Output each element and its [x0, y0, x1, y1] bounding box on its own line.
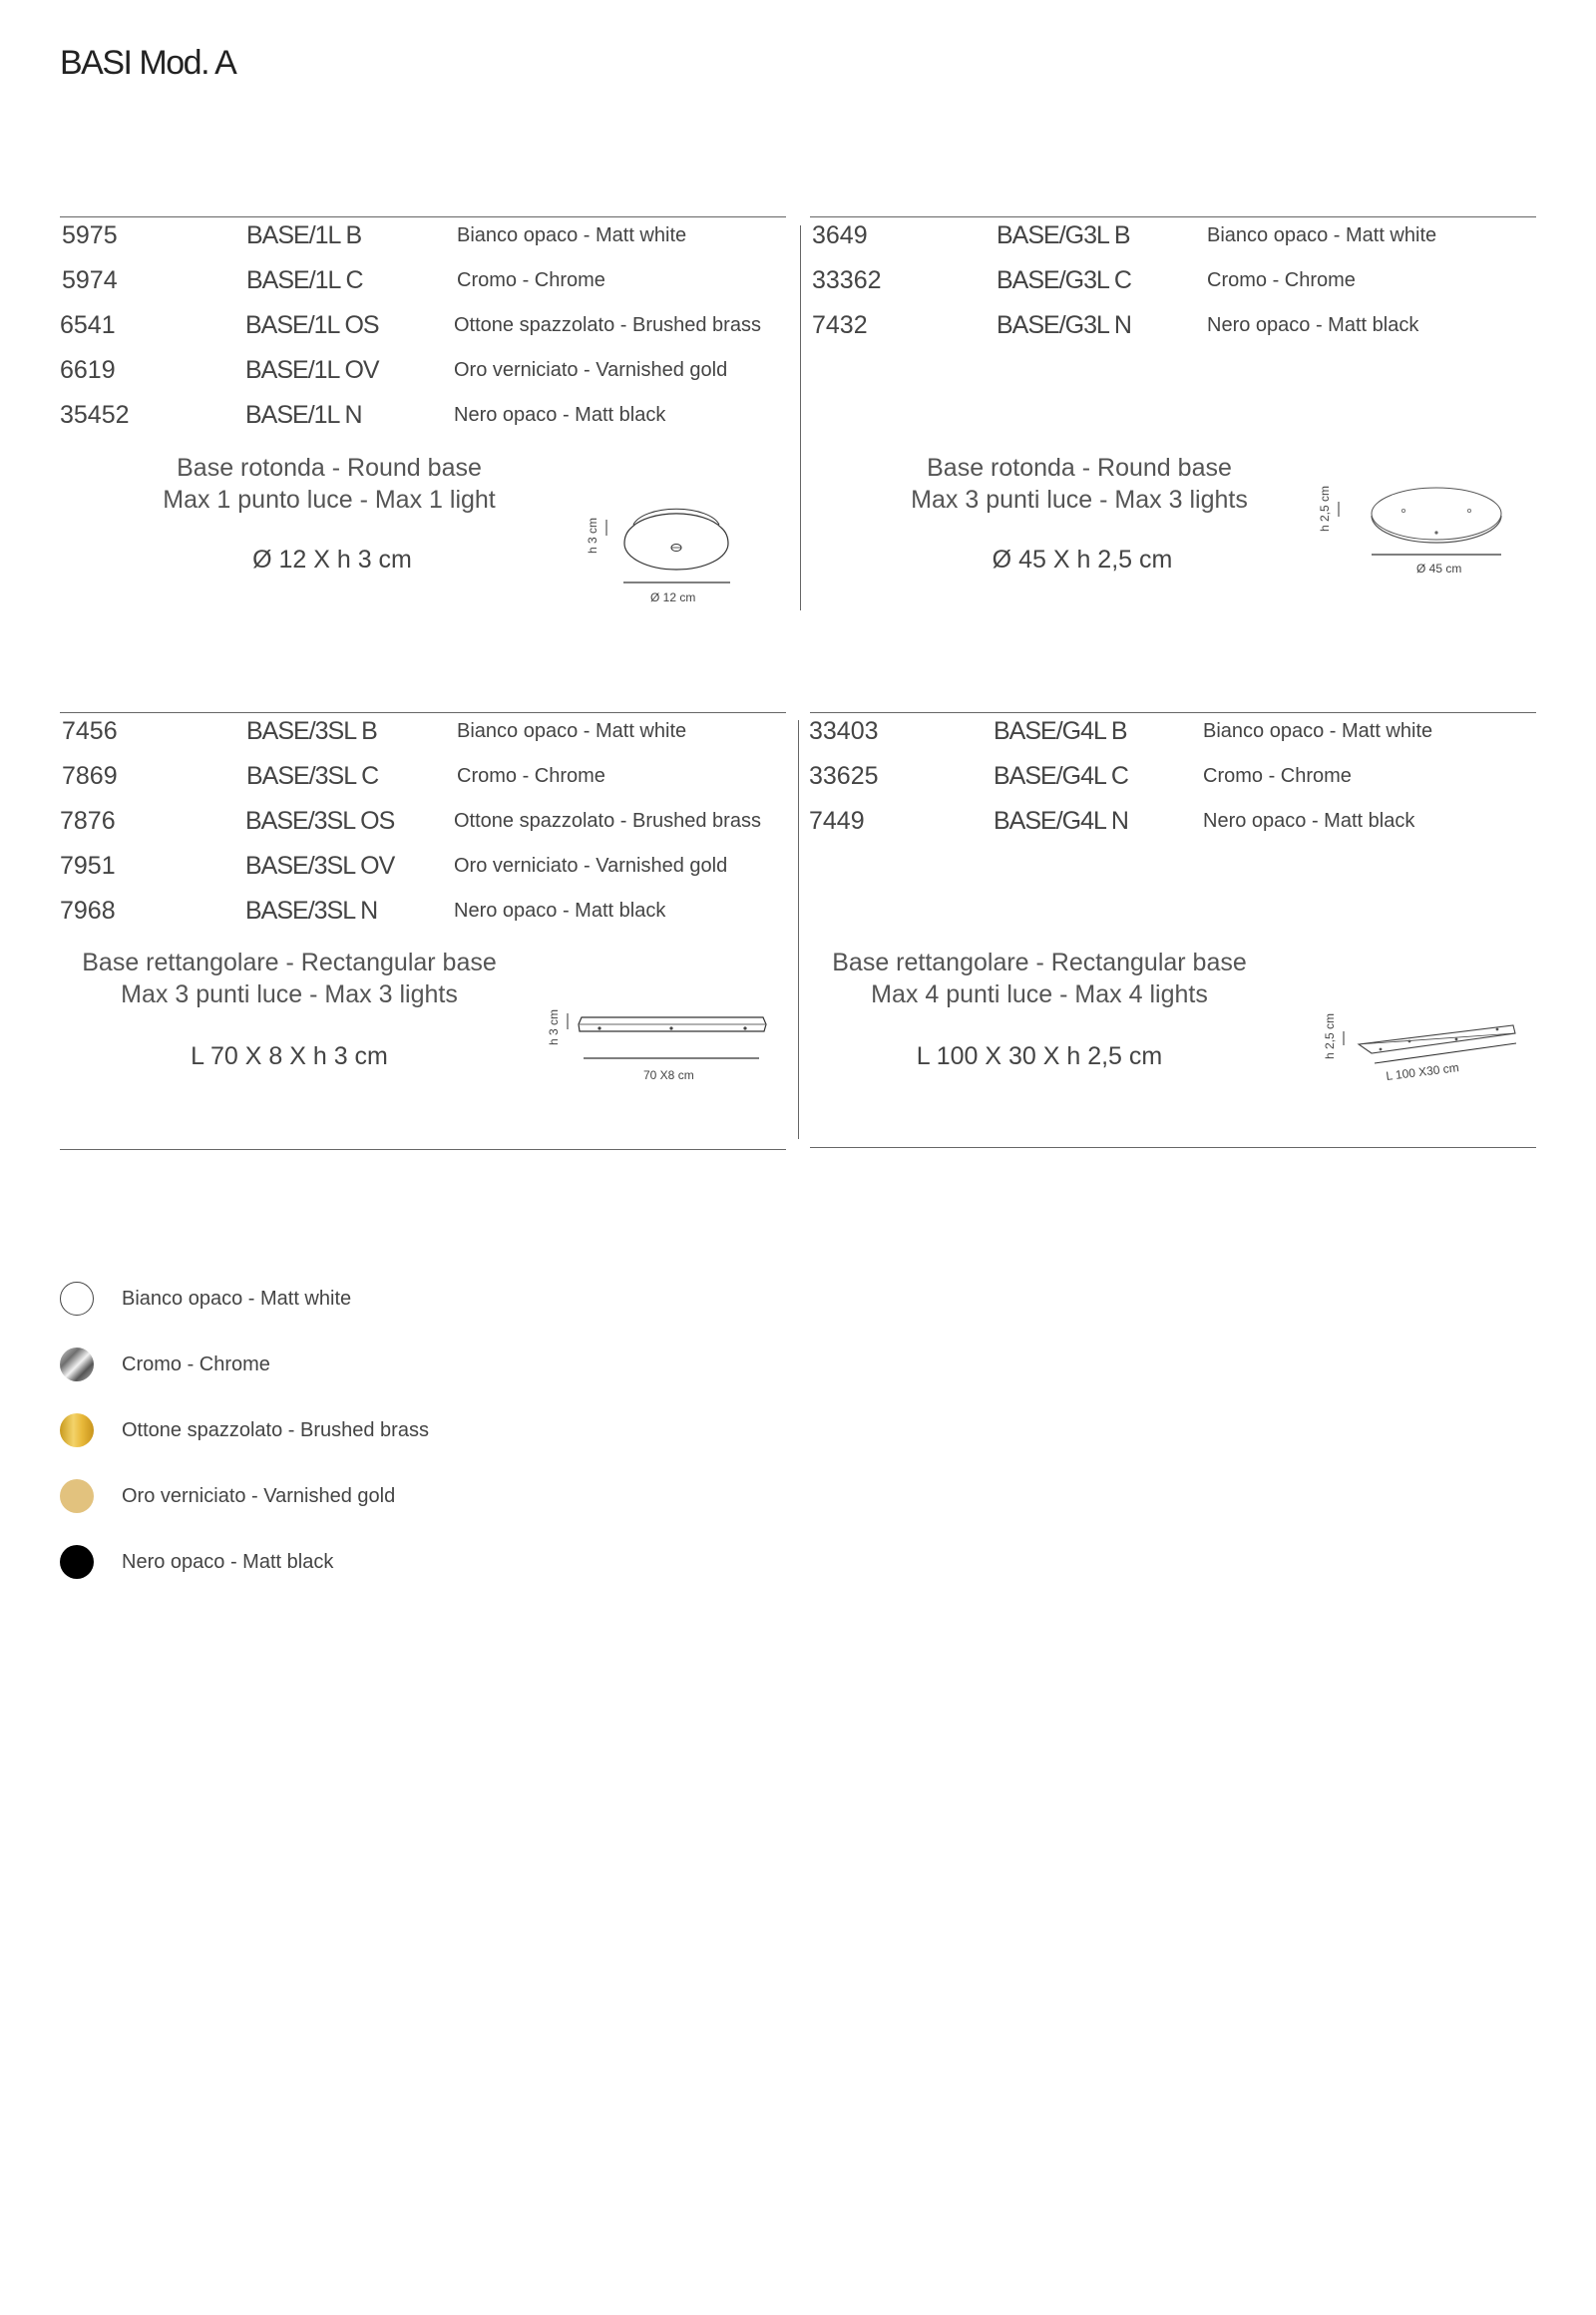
matt-black-swatch	[60, 1545, 94, 1579]
table-row	[60, 401, 786, 445]
product-dimensions: Ø 45 X h 2,5 cm	[992, 546, 1173, 574]
table-row	[60, 266, 786, 310]
product-finish: Bianco opaco - Matt white	[457, 720, 687, 742]
legend-item-chrome	[60, 1346, 559, 1385]
description-line: Base rotonda - Round base	[177, 454, 482, 482]
table-row	[60, 762, 786, 806]
product-model: BASE/G4L C	[994, 762, 1128, 790]
legend-label: Cromo - Chrome	[122, 1353, 270, 1375]
product-model: BASE/1L B	[246, 221, 362, 249]
product-dimensions: Ø 12 X h 3 cm	[252, 546, 412, 574]
product-block-rect-g4l	[810, 712, 1536, 1151]
description-line: Max 1 punto luce - Max 1 light	[163, 486, 496, 514]
product-finish: Cromo - Chrome	[457, 765, 605, 787]
product-finish: Ottone spazzolato - Brushed brass	[454, 314, 761, 336]
chrome-swatch	[60, 1348, 94, 1381]
table-row	[810, 221, 1536, 265]
product-code: 6619	[60, 356, 116, 384]
product-model: BASE/1L OS	[245, 311, 379, 339]
table-row	[810, 266, 1536, 310]
description-line: Base rettangolare - Rectangular base	[82, 949, 497, 976]
product-model: BASE/G4L B	[994, 717, 1127, 745]
product-model: BASE/3SL OV	[245, 852, 395, 880]
product-code: 7951	[60, 852, 116, 880]
product-block-round-1l	[60, 216, 786, 605]
product-code: 33403	[809, 717, 879, 745]
table-row	[810, 717, 1536, 761]
product-model: BASE/G3L C	[997, 266, 1131, 294]
block-bottom-rule	[60, 1149, 786, 1150]
table-row	[60, 852, 786, 896]
product-code: 33362	[812, 266, 882, 294]
product-description	[115, 452, 544, 516]
product-code: 5975	[62, 221, 118, 249]
product-description	[60, 947, 519, 1010]
product-finish: Ottone spazzolato - Brushed brass	[454, 810, 761, 832]
product-dimensions: L 70 X 8 X h 3 cm	[191, 1042, 388, 1070]
column-divider	[800, 225, 801, 610]
product-model: BASE/G4L N	[994, 807, 1128, 835]
block-bottom-rule	[810, 1147, 1536, 1148]
product-code: 7968	[60, 897, 116, 925]
drawing-height-label: h 2,5 cm	[1318, 485, 1332, 532]
matt-white-swatch	[60, 1282, 94, 1316]
product-code: 7876	[60, 807, 116, 835]
brushed-brass-swatch	[60, 1413, 94, 1447]
legend-item-varnished-gold	[60, 1477, 559, 1517]
block-top-rule	[810, 712, 1536, 713]
table-row	[810, 762, 1536, 806]
round-base-drawing	[584, 478, 773, 607]
product-code: 7449	[809, 807, 865, 835]
legend-item-matt-white	[60, 1280, 559, 1320]
product-model: BASE/1L OV	[245, 356, 379, 384]
product-model: BASE/G3L B	[997, 221, 1130, 249]
block-top-rule	[60, 712, 786, 713]
product-finish: Bianco opaco - Matt white	[1207, 224, 1437, 246]
product-code: 7432	[812, 311, 868, 339]
product-code: 5974	[62, 266, 118, 294]
drawing-height-label: h 3 cm	[586, 517, 599, 554]
table-row	[60, 356, 786, 400]
description-line: Base rotonda - Round base	[927, 454, 1232, 482]
legend-item-brushed-brass	[60, 1411, 559, 1451]
table-row	[810, 807, 1536, 851]
product-finish: Bianco opaco - Matt white	[1203, 720, 1433, 742]
legend-label: Nero opaco - Matt black	[122, 1551, 334, 1573]
table-row	[60, 311, 786, 355]
product-finish: Cromo - Chrome	[457, 269, 605, 291]
product-finish: Nero opaco - Matt black	[454, 900, 666, 922]
block-top-rule	[60, 216, 786, 217]
product-finish: Cromo - Chrome	[1203, 765, 1352, 787]
drawing-width-label: 70 X8 cm	[643, 1068, 694, 1082]
product-model: BASE/G3L N	[997, 311, 1131, 339]
product-dimensions: L 100 X 30 X h 2,5 cm	[916, 1042, 1163, 1070]
legend-label: Oro verniciato - Varnished gold	[122, 1485, 396, 1507]
product-description	[865, 452, 1294, 516]
description-line: Max 3 punti luce - Max 3 lights	[121, 980, 458, 1008]
product-finish: Oro verniciato - Varnished gold	[454, 359, 728, 381]
product-code: 7869	[62, 762, 118, 790]
table-row	[60, 717, 786, 761]
table-row	[60, 807, 786, 851]
table-row	[60, 897, 786, 941]
legend-label: Bianco opaco - Matt white	[122, 1288, 352, 1310]
product-model: BASE/3SL N	[245, 897, 378, 925]
table-row	[810, 311, 1536, 355]
product-code: 3649	[812, 221, 868, 249]
product-code: 6541	[60, 311, 116, 339]
product-finish: Nero opaco - Matt black	[1203, 810, 1415, 832]
rect-base-drawing	[544, 991, 778, 1091]
product-finish: Nero opaco - Matt black	[1207, 314, 1419, 336]
drawing-width-label: Ø 12 cm	[650, 590, 696, 604]
product-model: BASE/3SL C	[246, 762, 379, 790]
product-model: BASE/1L N	[245, 401, 362, 429]
product-finish: Bianco opaco - Matt white	[457, 224, 687, 246]
product-model: BASE/1L C	[246, 266, 363, 294]
block-top-rule	[810, 216, 1536, 217]
product-finish: Nero opaco - Matt black	[454, 404, 666, 426]
drawing-height-label: h 3 cm	[547, 1008, 561, 1045]
product-block-round-g3l	[810, 216, 1536, 605]
column-divider	[798, 720, 799, 1139]
drawing-width-label: Ø 45 cm	[1416, 562, 1462, 576]
drawing-height-label: h 2,5 cm	[1323, 1012, 1337, 1059]
product-model: BASE/3SL OS	[245, 807, 395, 835]
table-row	[60, 221, 786, 265]
rect-base-drawing	[1319, 1001, 1536, 1101]
product-code: 35452	[60, 401, 130, 429]
description-line: Base rettangolare - Rectangular base	[832, 949, 1247, 976]
drawing-width-label: L 100 X30 cm	[1385, 1060, 1460, 1083]
legend-label: Ottone spazzolato - Brushed brass	[122, 1419, 429, 1441]
product-block-rect-3sl	[60, 712, 786, 1151]
product-code: 33625	[809, 762, 879, 790]
product-finish: Cromo - Chrome	[1207, 269, 1356, 291]
product-description	[810, 947, 1269, 1010]
description-line: Max 3 punti luce - Max 3 lights	[911, 486, 1248, 514]
description-line: Max 4 punti luce - Max 4 lights	[871, 980, 1208, 1008]
product-code: 7456	[62, 717, 118, 745]
round-base-drawing	[1309, 484, 1518, 593]
varnished-gold-swatch	[60, 1479, 94, 1513]
product-model: BASE/3SL B	[246, 717, 377, 745]
legend-item-matt-black	[60, 1543, 559, 1583]
product-finish: Oro verniciato - Varnished gold	[454, 855, 728, 877]
page-title: BASI Mod. A	[60, 44, 236, 82]
